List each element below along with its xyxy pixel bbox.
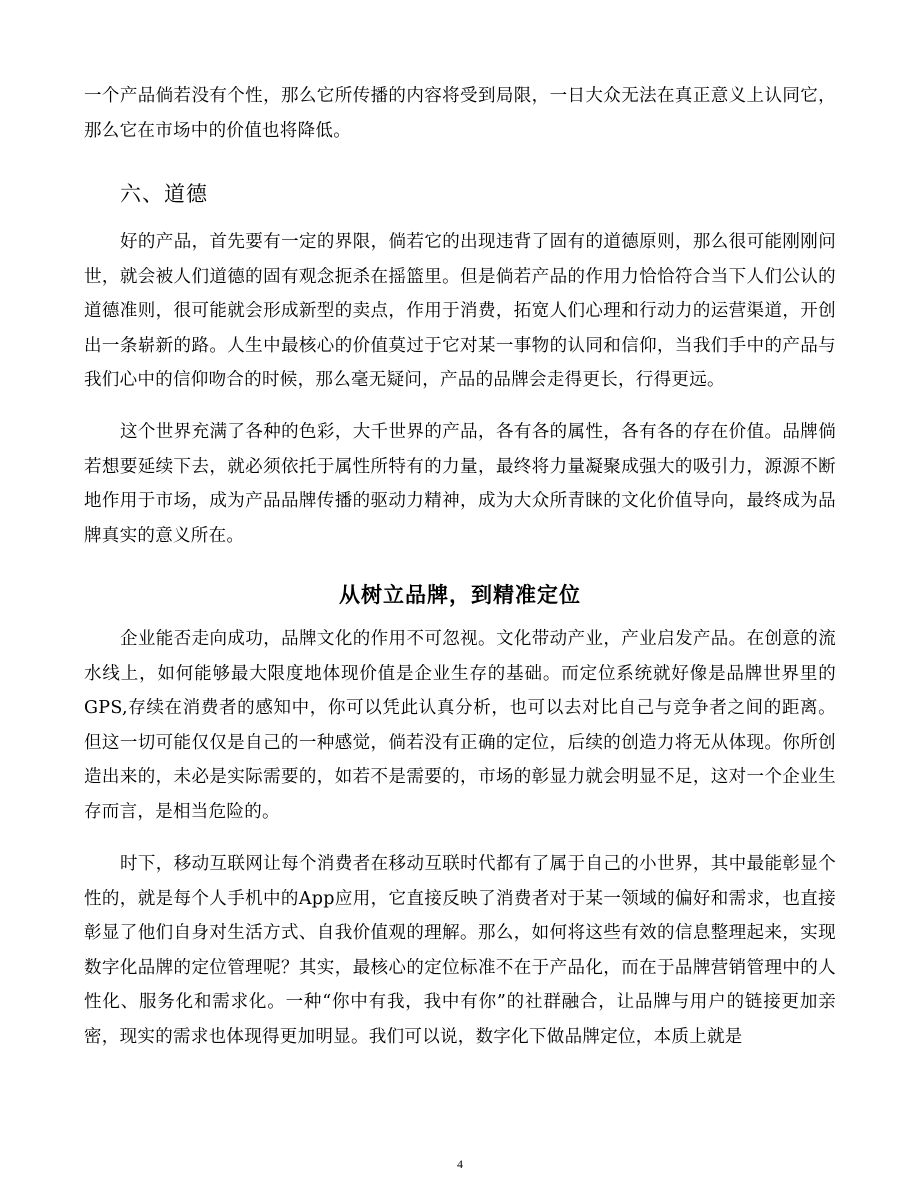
paragraph-mobile-internet: 时下，移动互联网让每个消费者在移动互联时代都有了属于自己的小世界，其中最能彰显个性的，就是每个人手机中的App应用，它直接反映了消费者对于某一领域的偏好和需求，也直接彰显了他们自身对生活方式、自我价值观的理解。那么，如何将这些有效的信息整理起来，实现数字化品牌的定位管理呢？其实，最核心的定位标准不在于产品化，而在于品牌营销管理中的人性化、服务化和需求化。一种“你中有我，我中有你”的社群融合，让品牌与用户的链接更加亲密，现实的需求也体现得更加明显。我们可以说，数字化下做品牌定位，本质上就是 <box>84 854 836 1047</box>
paragraph-product-personality: 一个产品倘若没有个性，那么它所传播的内容将受到局限，一日大众无法在真正意义上认同它，那么它在市场中的价值也将降低。 <box>84 86 836 141</box>
paragraph-morality-boundary: 好的产品，首先要有一定的界限，倘若它的出现违背了固有的道德原则，那么很可能刚刚问世，就会被人们道德的固有观念扼杀在摇篮里。但是倘若产品的作用力恰恰符合当下人们公认的道德准则，很可能就会形成新型的卖点，作用于消费，拓宽人们心理和行动力的运营渠道，开创出一条崭新的路。人生中最核心的价值莫过于它对某一事物的认同和信仰，当我们手中的产品与我们心中的信仰吻合的时候，那么毫无疑问，产品的品牌会走得更长，行得更远。 <box>84 232 836 391</box>
section-heading-morality: 六、道德 <box>120 182 208 206</box>
paragraph-world-of-colors: 这个世界充满了各种的色彩，大千世界的产品，各有各的属性，各有各的存在价值。品牌倘若想要延续下去，就必须依托于属性所特有的力量，最终将力量凝聚成强大的吸引力，源源不断地作用于市场，成为产品品牌传播的驱动力精神，成为大众所青睐的文化价值导向，最终成为品牌真实的意义所在。 <box>84 422 836 546</box>
chapter-heading-positioning: 从树立品牌，到精准定位 <box>339 583 581 607</box>
paragraph-brand-culture: 企业能否走向成功，品牌文化的作用不可忽视。文化带动产业，产业启发产品。在创意的流水线上，如何能够最大限度地体现价值是企业生存的基础。而定位系统就好像是品牌世界里的GPS,存续在消费者的感知中，你可以凭此认真分析，也可以去对比自己与竞争者之间的距离。但这一切可能仅仅是自己的一种感觉，倘若没有正确的定位，后续的创造力将无从体现。你所创造出来的，未必是实际需要的，如若不是需要的，市场的彰显力就会明显不足，这对一个企业生存而言，是相当危险的。 <box>84 629 836 822</box>
page-number: 4 <box>457 1157 463 1171</box>
